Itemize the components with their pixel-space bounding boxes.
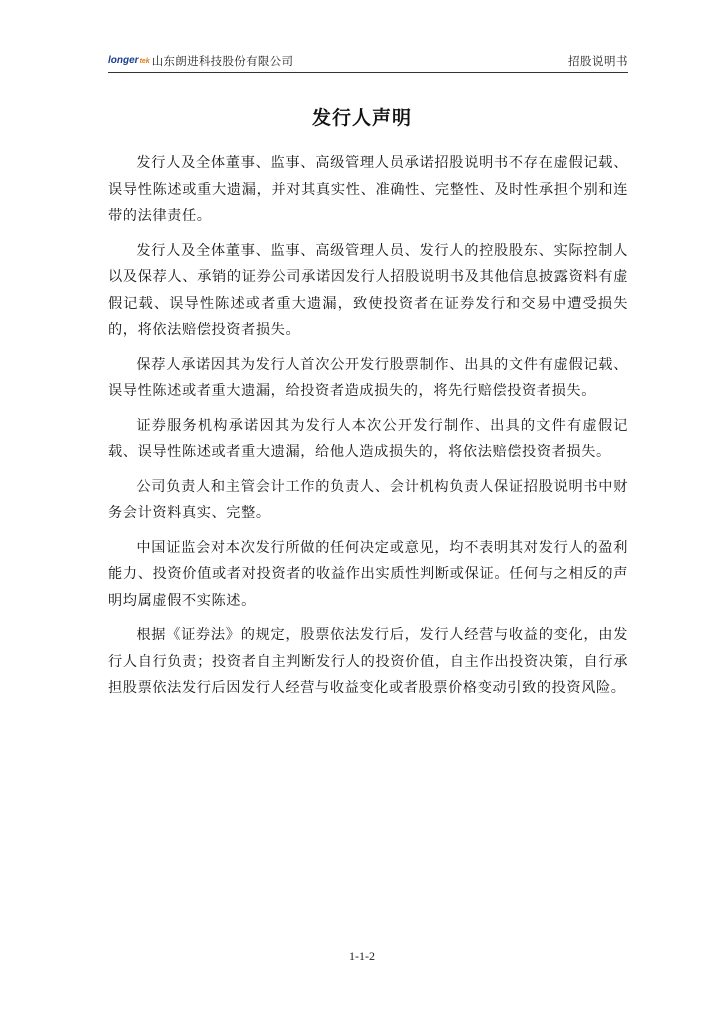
document-type: 招股说明书 [568,54,628,68]
logo-main-text: longer [108,55,139,66]
statement-paragraph: 发行人及全体董事、监事、高级管理人员承诺招股说明书不存在虚假记载、误导性陈述或重大遗漏，并对其真实性、准确性、完整性、及时性承担个别和连带的法律责任。 [108,155,628,224]
header-left [108,50,293,72]
statement-paragraph: 保荐人承诺因其为发行人首次公开发行股票制作、出具的文件有虚假记载、误导性陈述或者重大遗漏，给投资者造成损失的，将先行赔偿投资者损失。 [108,356,628,399]
company-logo [108,56,150,66]
header-divider [108,72,628,73]
page-header [108,50,628,72]
page-title: 发行人声明 [311,107,412,129]
page-number: 1-1-2 [349,949,375,963]
logo-accent-text: tek [139,58,150,65]
company-name: 山东朗进科技股份有限公司 [151,54,294,68]
statement-body [108,150,628,710]
statement-paragraph: 根据《证券法》的规定，股票依法发行后，发行人经营与收益的变化，由发行人自行负责；投资者自主判断发行人的投资价值，自主作出投资决策，自行承担股票依法发行后因发行人经营与收益变化或者股票价格变动引致的投资风险。 [108,627,628,696]
statement-paragraph: 发行人及全体董事、监事、高级管理人员、发行人的控股股东、实际控制人以及保荐人、承销的证券公司承诺因发行人招股说明书及其他信息披露资料有虚假记载、误导性陈述或者重大遗漏，致使投资者在证券发行和交易中遭受损失的，将依法赔偿投资者损失。 [108,242,628,338]
statement-paragraph: 证券服务机构承诺因其为发行人本次公开发行制作、出具的文件有虚假记载、误导性陈述或者重大遗漏，给他人造成损失的，将依法赔偿投资者损失。 [108,417,628,460]
statement-paragraph: 公司负责人和主管会计工作的负责人、会计机构负责人保证招股说明书中财务会计资料真实、完整。 [108,478,628,521]
statement-paragraph: 中国证监会对本次发行所做的任何决定或意见，均不表明其对发行人的盈利能力、投资价值或者对投资者的收益作出实质性判断或保证。任何与之相反的声明均属虚假不实陈述。 [108,539,628,609]
